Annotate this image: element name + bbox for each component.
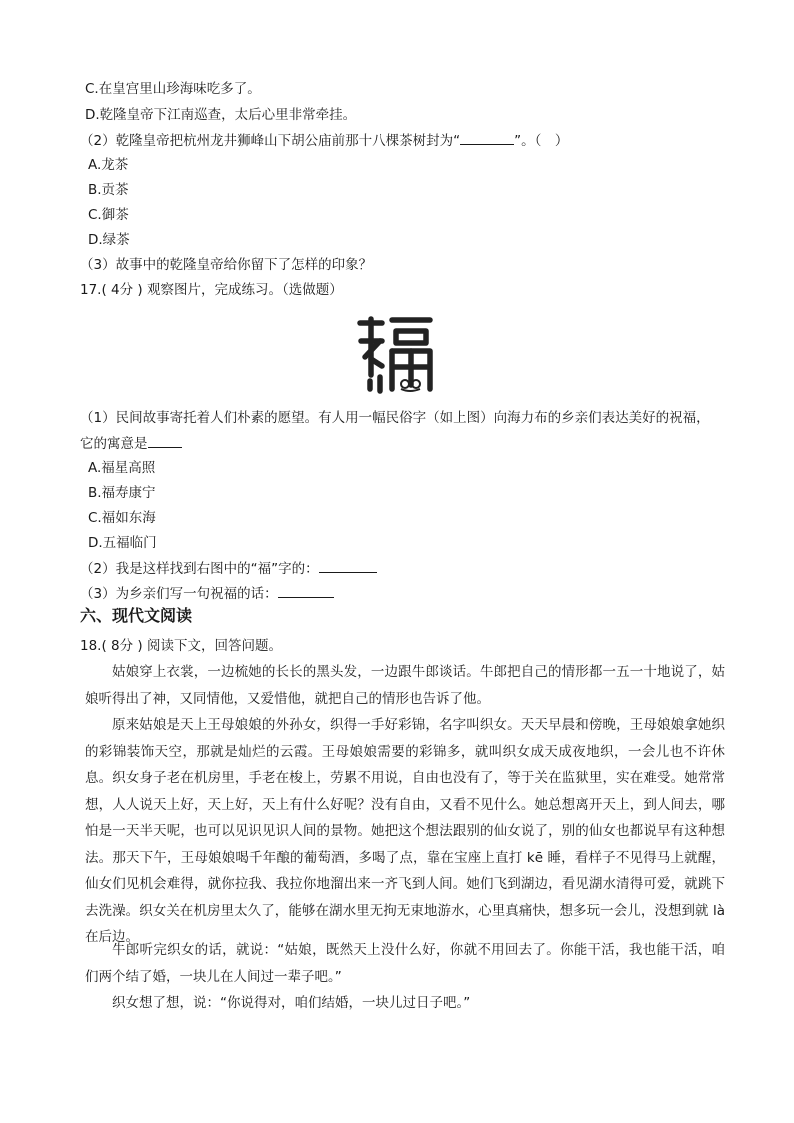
q17-sub1-text: 它的寓意是 [80,436,148,452]
q16-sub2-option-b: B.贡茶 [88,182,129,198]
passage-paragraph-3: 牛郎听完织女的话，就说：“姑娘，既然天上没什么好，你就不用回去了。你能干活，我也能干活，咱们两个结了婚，一块儿在人间过一辈子吧。” [85,942,725,985]
section-heading: 六、现代文阅读 [80,606,193,625]
q16-sub2-paren: ”。（ ） [514,133,569,149]
q17-sub1-line1: （1）民间故事寄托着人们朴素的愿望。有人用一幅民俗字（如上图）向海力布的乡亲们表达美好的祝福， [80,410,710,426]
answer-blank[interactable] [319,558,377,573]
pinyin-annotation: kē [522,849,548,866]
q18-title: 18.( 8分 ) 阅读下文，回答问题。 [80,638,282,654]
q16-sub2-option-a: A.龙茶 [88,157,129,173]
q17-sub3 [80,583,334,604]
fu-character-image [356,315,434,395]
pinyin-annotation: là [708,902,725,919]
q16-sub2-option-d: D.绿茶 [88,232,130,248]
passage-text: 在后边。 [85,929,139,945]
q16-sub2-text: （2）乾隆皇帝把杭州龙井狮峰山下胡公庙前那十八棵茶树封为“ [80,133,461,149]
q17-option-c: C.福如东海 [88,510,156,526]
passage-paragraph-4: 织女想了想，说：“你说得对，咱们结婚，一块儿过日子吧。” [112,995,471,1011]
q16-option-c: C.在皇宫里山珍海味吃多了。 [85,81,261,97]
q16-sub3: （3）故事中的乾隆皇帝给你留下了怎样的印象？ [80,257,373,273]
q17-option-b: B.福寿康宁 [88,485,156,501]
q17-option-a: A.福星高照 [88,460,156,476]
passage-paragraph-1: 姑娘穿上衣裳，一边梳她的长长的黑头发，一边跟牛郎谈话。牛郎把自己的情形都一五一十地说了，姑娘听得出了神，又同情他，又爱惜他，就把自己的情形也告诉了他。 [85,664,725,707]
q17-sub2-text: （2）我是这样找到右图中的“福”字的： [80,561,319,577]
answer-blank[interactable] [278,583,334,598]
q16-sub2-option-c: C.御茶 [88,207,129,223]
q17-title: 17.( 4分 ) 观察图片，完成练习。（选做题） [80,282,343,298]
q16-sub2 [80,130,568,151]
passage-text: 原来姑娘是天上王母娘娘的外孙女，织得一手好彩锦，名字叫织女。天天早晨和傍晚，王母娘娘拿她织的彩锦装饰天空，那就是灿烂的云霞。王母娘娘需要的彩锦多，就叫织女成天成夜地织，一会儿也不许休息。织女身子老在机房里，手老在梭上，劳累不用说，自由也没有了，等于关在监狱里，实在难受。她常常想，人人说天上好，天上好，天上有什么好呢？没有自由，又看不见什么。她总想离开天上，到人间去，哪怕是一天半天呢，也可以见识见识人间的景物。她把这个想法跟别的仙女说了，别的仙女也都说早有这种想法。那天下午，王母娘娘喝千年酿的葡萄酒，多喝了点，靠在宝座上直打 [85,717,725,866]
passage-paragraph-2 [85,712,725,951]
q17-sub3-text: （3）为乡亲们写一句祝福的话： [80,586,278,602]
passage-text: 睡，看样子不见得马上就醒，仙女们见机会难得，就你拉我、我拉你地溜出来一齐飞到人间。她们飞到湖边，看见湖水清得可爱，就跳下去洗澡。织女关在机房里太久了，能够在湖水里无拘无束地游水，心里真痛快，想多玩一会儿，没想到就 [85,849,725,919]
q17-option-d: D.五福临门 [88,535,157,551]
answer-blank[interactable] [460,130,514,145]
q17-sub2 [80,558,377,579]
q16-option-d: D.乾隆皇帝下江南巡查，太后心里非常牵挂。 [85,107,357,123]
q17-sub1-line2 [80,433,182,454]
answer-blank[interactable] [148,433,182,448]
